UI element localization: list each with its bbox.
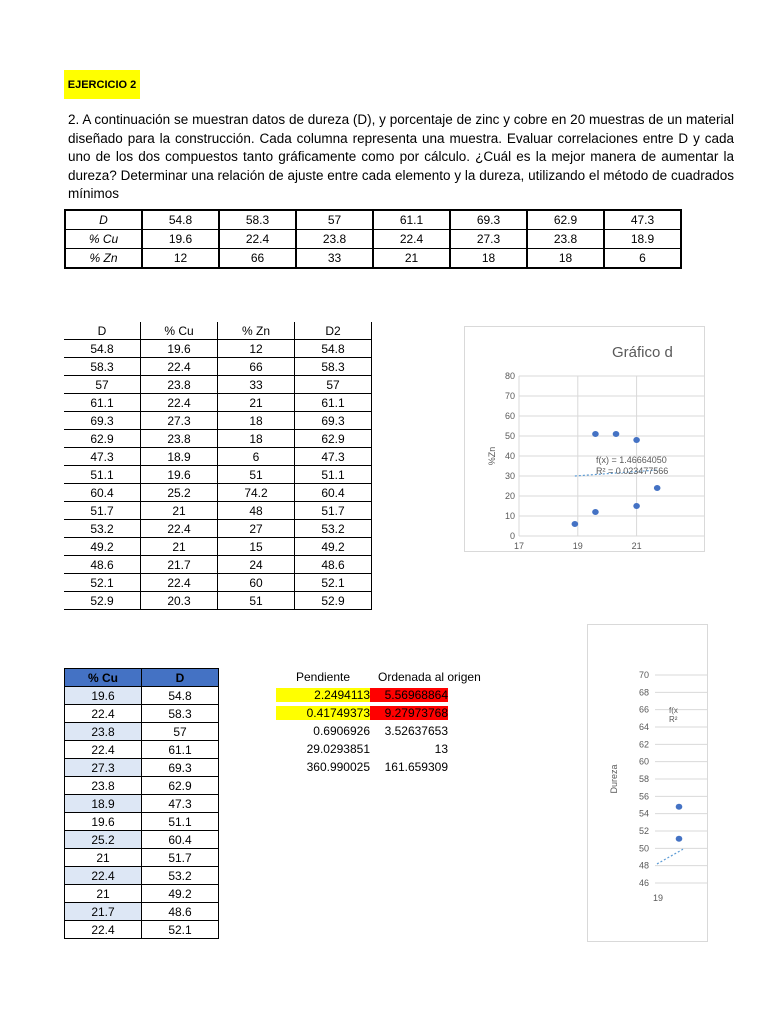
table-cell: 18.9 [141,448,218,466]
table-row [65,849,219,867]
y-tick-label: 62 [638,739,649,750]
table-cell: 48.6 [142,903,219,921]
table-row [65,885,219,903]
pendiente-header: Pendiente [295,670,351,684]
table-cell: 19.6 [141,340,218,358]
table-cell: 52.1 [295,574,372,592]
table-cell: 22.4 [141,394,218,412]
regression-row [276,722,508,740]
table-cell: 69.3 [64,412,141,430]
trendline-r2: R² [669,715,678,724]
ordenada-value: 161.659309 [384,760,448,774]
table-cell: 51 [218,592,295,610]
sample-cell: 66 [219,249,296,269]
table-cell: 25.2 [141,484,218,502]
pendiente-value: 0.6906926 [313,724,370,738]
data-table [64,322,372,610]
table-cell: 51.1 [142,813,219,831]
table-cell: 61.1 [295,394,372,412]
table-row [64,448,372,466]
trendline-r2: R² = 0.023477566 [596,466,669,476]
data-point [613,431,620,437]
table-cell: 48.6 [64,556,141,574]
table-cell: 19.6 [65,813,142,831]
table-cell: 22.4 [65,867,142,885]
table-cell: 60.4 [295,484,372,502]
table-row [65,759,219,777]
table-cell: 21 [141,538,218,556]
y-tick-label: 46 [638,878,649,888]
table-cell: 54.8 [142,687,219,705]
table-cell: 51 [218,466,295,484]
column-header: % Cu [65,669,142,687]
table-cell: 21.7 [141,556,218,574]
table-cell: 57 [142,723,219,741]
table-cell: 18 [218,412,295,430]
y-tick-label: 58 [638,774,649,784]
trendline-equation: f(x) = 1.46664050 [596,455,667,465]
table-cell: 22.4 [65,741,142,759]
y-tick-label: 54 [638,808,649,819]
y-tick-label: 50 [504,431,515,441]
table-cell: 19.6 [65,687,142,705]
problem-statement: 2. A continuación se muestran datos de dureza (D), y porcentaje de zinc y cobre en 20 muestras de un material diseñado para la construcción. Cada columna representa una muestra. Evaluar correlaciones entre D y cada uno de los dos compuestos tanto gráficamente como por cálculo. ¿Cuál es la mejor manera de aumentar la dureza? Determinar una relación de ajuste entre cada elemento y la dureza, utilizando el método de cuadrados mínimos [68,112,734,201]
y-axis-label: Dureza [609,764,619,794]
table-cell: 54.8 [295,340,372,358]
table-cell: 47.3 [295,448,372,466]
table-cell: 27.3 [141,412,218,430]
table-row [65,795,219,813]
table-row [65,705,219,723]
table-cell: 24 [218,556,295,574]
table-cell: 6 [218,448,295,466]
table-row [64,358,372,376]
pendiente-value: 2.2494113 [276,688,370,702]
table-cell: 58.3 [142,705,219,723]
sample-cell: 19.6 [142,230,219,249]
table-cell: 51.7 [64,502,141,520]
table-cell: 18 [218,430,295,448]
table-cell: 61.1 [142,741,219,759]
y-tick-label: 48 [638,860,649,871]
table-cell: 23.8 [141,430,218,448]
table-cell: 51.1 [64,466,141,484]
column-header: D2 [295,322,372,340]
pendiente-value: 360.990025 [306,760,370,774]
column-header: % Cu [141,322,218,340]
y-tick-label: 40 [504,451,515,461]
table-cell: 53.2 [142,867,219,885]
table-cell: 22.4 [65,705,142,723]
table-cell: 22.4 [65,921,142,939]
y-tick-label: 50 [638,843,649,854]
row-header: D [65,210,142,230]
y-tick-label: 52 [638,826,649,836]
table-cell: 49.2 [295,538,372,556]
table-cell: 22.4 [141,574,218,592]
table-cell: 20.3 [141,592,218,610]
table-cell: 47.3 [142,795,219,813]
cu-d-table [64,668,219,939]
y-tick-label: 70 [638,670,649,680]
table-row [64,394,372,412]
table-cell: 57 [64,376,141,394]
sample-cell: 18 [450,249,527,269]
table-cell: 53.2 [64,520,141,538]
table-row [64,412,372,430]
table-cell: 54.8 [64,340,141,358]
table-cell: 21 [65,885,142,903]
ordenada-header: Ordenada al origen [378,670,481,684]
table-cell: 51.1 [295,466,372,484]
zn-scatter-svg [464,326,676,552]
dureza-scatter-svg [587,624,676,942]
table-cell: 51.7 [295,502,372,520]
sample-cell: 22.4 [373,230,450,249]
samples-table [64,209,682,269]
table-row [64,520,372,538]
table-cell: 33 [218,376,295,394]
table-row [65,723,219,741]
y-tick-label: 64 [638,722,649,732]
data-point [633,503,640,509]
data-point [633,437,640,443]
row-header: % Cu [65,230,142,249]
samples-row [65,249,681,269]
y-tick-label: 68 [638,687,649,698]
table-row [64,376,372,394]
sample-cell: 23.8 [527,230,604,249]
y-tick-label: 60 [504,411,515,421]
pendiente-value: 29.0293851 [306,742,370,756]
samples-row [65,210,681,230]
x-tick-label: 19 [572,541,583,551]
y-tick-label: 70 [504,391,515,401]
sample-cell: 58.3 [219,210,296,230]
column-header: D [142,669,219,687]
data-point [592,431,599,437]
table-row [64,502,372,520]
sample-cell: 6 [604,249,681,269]
table-cell: 60.4 [64,484,141,502]
table-cell: 69.3 [142,759,219,777]
data-point [676,804,683,810]
sample-cell: 47.3 [604,210,681,230]
table-cell: 52.1 [142,921,219,939]
table-cell: 62.9 [295,430,372,448]
table-cell: 19.6 [141,466,218,484]
ordenada-value: 9.27973768 [370,706,448,720]
table-cell: 69.3 [295,412,372,430]
table-cell: 62.9 [142,777,219,795]
data-point [676,836,683,842]
table-cell: 18.9 [65,795,142,813]
sample-cell: 12 [142,249,219,269]
table-cell: 60.4 [142,831,219,849]
y-tick-label: 0 [509,531,515,541]
table-cell: 21.7 [65,903,142,921]
dureza-scatter-chart [587,624,676,942]
data-point [572,521,579,527]
table-cell: 22.4 [141,520,218,538]
y-tick-label: 80 [504,371,515,381]
table-cell: 57 [295,376,372,394]
regression-row [276,704,508,722]
table-cell: 23.8 [65,723,142,741]
table-cell: 49.2 [142,885,219,903]
sample-cell: 18.9 [604,230,681,249]
table-header-row [65,669,219,687]
table-cell: 15 [218,538,295,556]
regression-row [276,686,508,704]
column-header: % Zn [218,322,295,340]
y-tick-label: 10 [504,511,515,521]
table-cell: 66 [218,358,295,376]
sample-cell: 27.3 [450,230,527,249]
trendline-equation: f(x [669,706,678,715]
table-cell: 60 [218,574,295,592]
table-cell: 23.8 [141,376,218,394]
ordenada-value: 13 [434,742,448,756]
regression-output [276,668,508,776]
table-row [64,538,372,556]
table-cell: 23.8 [65,777,142,795]
table-cell: 51.7 [142,849,219,867]
regression-row [276,740,508,758]
ordenada-value: 5.56968864 [370,688,448,702]
table-row [64,466,372,484]
table-cell: 74.2 [218,484,295,502]
sample-cell: 57 [296,210,373,230]
table-cell: 61.1 [64,394,141,412]
row-header: % Zn [65,249,142,269]
table-row [65,831,219,849]
table-cell: 27 [218,520,295,538]
table-cell: 58.3 [64,358,141,376]
samples-row [65,230,681,249]
exercise-label [64,70,140,99]
table-cell: 22.4 [141,358,218,376]
y-tick-label: 30 [504,471,515,481]
zn-scatter-chart [464,326,676,552]
table-cell: 21 [218,394,295,412]
y-tick-label: 60 [638,756,649,767]
sample-cell: 61.1 [373,210,450,230]
table-cell: 25.2 [65,831,142,849]
chart-title: Gráfico d [612,344,673,361]
y-tick-label: 20 [504,491,515,501]
table-cell: 48.6 [295,556,372,574]
x-tick-label: 19 [652,893,664,903]
table-cell: 21 [65,849,142,867]
exercise-label-text: EJERCICIO 2 [67,78,137,91]
ordenada-value: 3.52637653 [384,724,448,738]
sample-cell: 18 [527,249,604,269]
table-row [64,574,372,592]
table-row [64,484,372,502]
data-point [654,485,661,491]
table-cell: 62.9 [64,430,141,448]
regression-row [276,758,508,776]
table-row [65,741,219,759]
table-cell: 12 [218,340,295,358]
pendiente-value: 0.41749373 [276,706,370,720]
table-row [65,903,219,921]
y-axis-label: %Zn [487,446,497,466]
data-point [592,509,599,515]
sample-cell: 23.8 [296,230,373,249]
sample-cell: 21 [373,249,450,269]
table-cell: 27.3 [65,759,142,777]
table-row [65,921,219,939]
table-cell: 47.3 [64,448,141,466]
table-row [65,687,219,705]
table-cell: 53.2 [295,520,372,538]
table-cell: 52.9 [295,592,372,610]
sample-cell: 33 [296,249,373,269]
table-header-row [64,322,372,340]
table-cell: 58.3 [295,358,372,376]
table-cell: 52.1 [64,574,141,592]
sample-cell: 54.8 [142,210,219,230]
table-row [64,592,372,610]
table-cell: 52.9 [64,592,141,610]
column-header: D [64,322,141,340]
x-tick-label: 17 [513,541,525,551]
table-row [65,867,219,885]
table-cell: 48 [218,502,295,520]
table-cell: 49.2 [64,538,141,556]
y-tick-label: 56 [638,791,649,802]
table-row [65,777,219,795]
sample-cell: 69.3 [450,210,527,230]
sample-cell: 22.4 [219,230,296,249]
table-row [65,813,219,831]
y-tick-label: 66 [638,704,649,715]
x-tick-label: 21 [631,541,642,551]
table-row [64,556,372,574]
table-row [64,340,372,358]
table-cell: 21 [141,502,218,520]
table-row [64,430,372,448]
sample-cell: 62.9 [527,210,604,230]
